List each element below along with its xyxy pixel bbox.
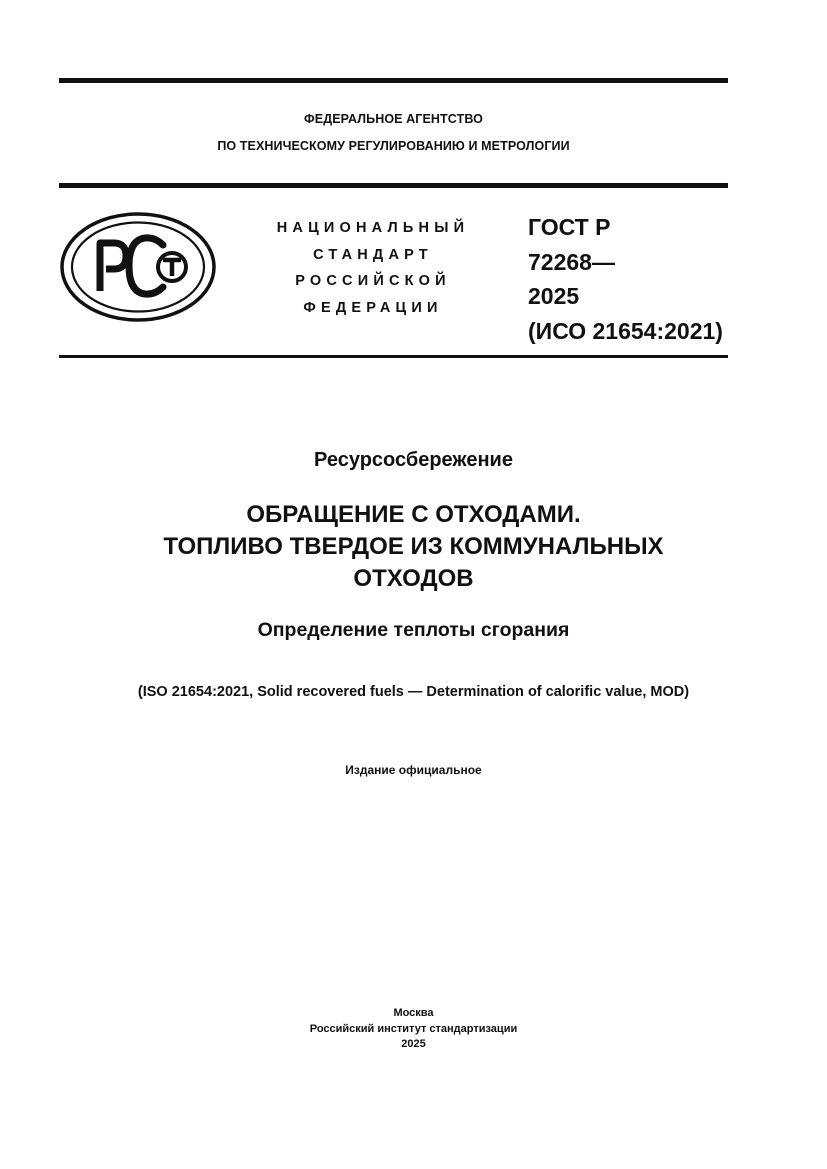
middle-rule xyxy=(59,183,728,188)
designation-line-3: 2025 xyxy=(528,283,580,309)
edition-note: Издание официальное xyxy=(345,763,482,777)
rst-logo-icon xyxy=(59,211,217,323)
national-standard-line-1: НАЦИОНАЛЬНЫЙ xyxy=(276,220,470,236)
designation-line-2: 72268— xyxy=(528,248,615,275)
imprint xyxy=(40,1006,787,1053)
title-line-3: ОТХОДОВ xyxy=(353,565,474,592)
national-standard-label xyxy=(262,215,484,321)
imprint-city: Москва xyxy=(393,1007,434,1019)
document-subtitle: Определение теплоты сгорания xyxy=(257,619,570,641)
international-reference: (ISO 21654:2021, Solid recovered fuels — Determination of calorific value, MOD) xyxy=(137,684,690,700)
title-line-2: ТОПЛИВО ТВЕРДОЕ ИЗ КОММУНАЛЬНЫХ xyxy=(163,533,664,560)
bottom-rule xyxy=(59,355,728,358)
title-line-1: ОБРАЩЕНИЕ С ОТХОДАМИ. xyxy=(246,501,581,528)
designation-line-4: (ИСО 21654:2021) xyxy=(528,317,723,344)
agency-name-line-2: ПО ТЕХНИЧЕСКОМУ РЕГУЛИРОВАНИЮ И МЕТРОЛОГИИ xyxy=(217,139,570,153)
national-standard-line-2: СТАНДАРТ xyxy=(313,246,433,263)
designation-line-1: ГОСТ Р xyxy=(528,214,611,240)
document-topic: Ресурсосбережение xyxy=(314,449,513,471)
top-rule xyxy=(59,78,728,83)
rst-certification-logo xyxy=(59,211,217,323)
imprint-year: 2025 xyxy=(401,1038,426,1050)
agency-name-line-1: ФЕДЕРАЛЬНОЕ АГЕНТСТВО xyxy=(304,112,483,126)
national-standard-line-3: РОССИЙСКОЙ xyxy=(295,273,451,289)
standard-designation xyxy=(528,210,723,348)
imprint-publisher: Российский институт стандартизации xyxy=(309,1022,518,1035)
national-standard-line-4: ФЕДЕРАЦИИ xyxy=(303,299,443,316)
document-title xyxy=(40,499,787,595)
